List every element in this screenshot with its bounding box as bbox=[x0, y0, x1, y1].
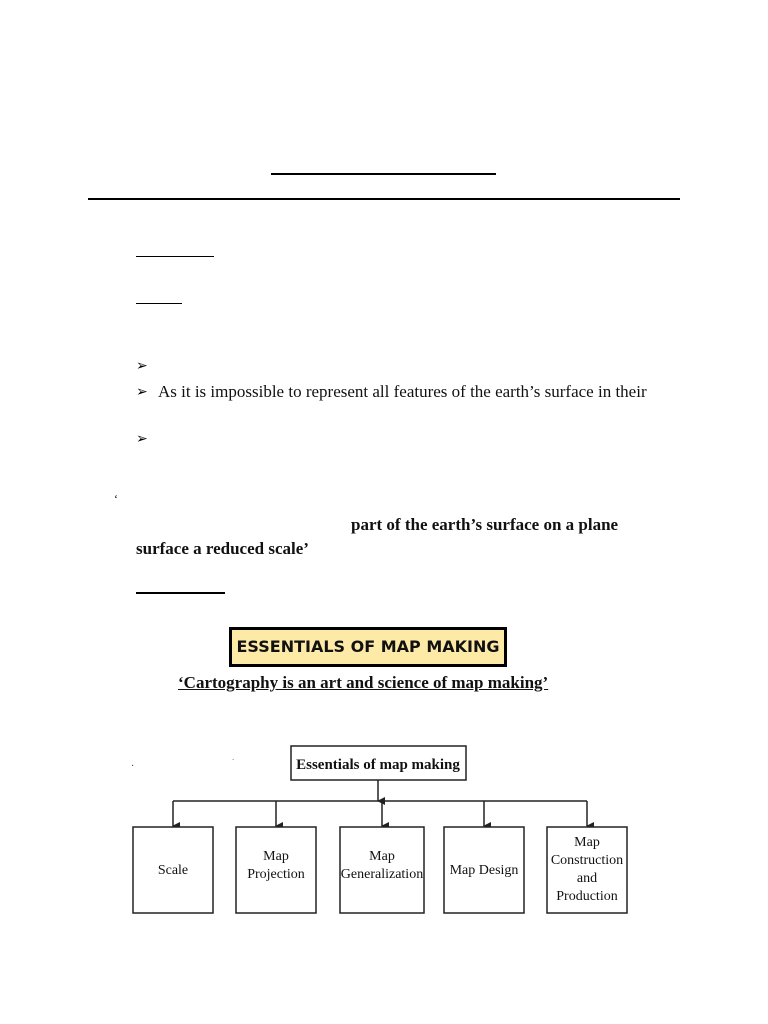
bullet-arrow-icon: ➢ bbox=[136, 384, 148, 400]
diagram-child-label: Map bbox=[263, 849, 289, 864]
section-title: ESSENTIALS OF MAP MAKING bbox=[236, 637, 500, 656]
diagram-child-label: Scale bbox=[157, 863, 189, 878]
diagram-child-label: Projection bbox=[247, 867, 305, 882]
diagram-child-label: Map Design bbox=[449, 863, 519, 878]
diagram-child-label: Construction bbox=[550, 853, 624, 868]
diagram-child-label: and bbox=[576, 871, 598, 886]
diagram-child-label: Production bbox=[556, 889, 618, 904]
quote-mark: ‘ bbox=[114, 492, 118, 506]
diagram-child-label: Map bbox=[369, 849, 395, 864]
section-subtitle: ‘Cartography is an art and science of map making’ bbox=[178, 673, 549, 692]
definition-line-1: part of the earth’s surface on a plane bbox=[351, 515, 619, 534]
bullet-arrow-icon: ➢ bbox=[136, 431, 148, 447]
bullet-arrow-icon: ➢ bbox=[136, 358, 148, 374]
scan-speck: · bbox=[131, 761, 135, 772]
bullet-text-2: As it is impossible to represent all features of the earth’s surface in their bbox=[158, 382, 647, 401]
scan-speck: · bbox=[232, 756, 235, 764]
definition-line-2: surface a reduced scale’ bbox=[136, 539, 309, 558]
diagram-root-label: Essentials of map making bbox=[296, 757, 460, 773]
diagram-child-label: Generalization bbox=[340, 867, 424, 882]
diagram-child-label: Map bbox=[574, 835, 600, 850]
